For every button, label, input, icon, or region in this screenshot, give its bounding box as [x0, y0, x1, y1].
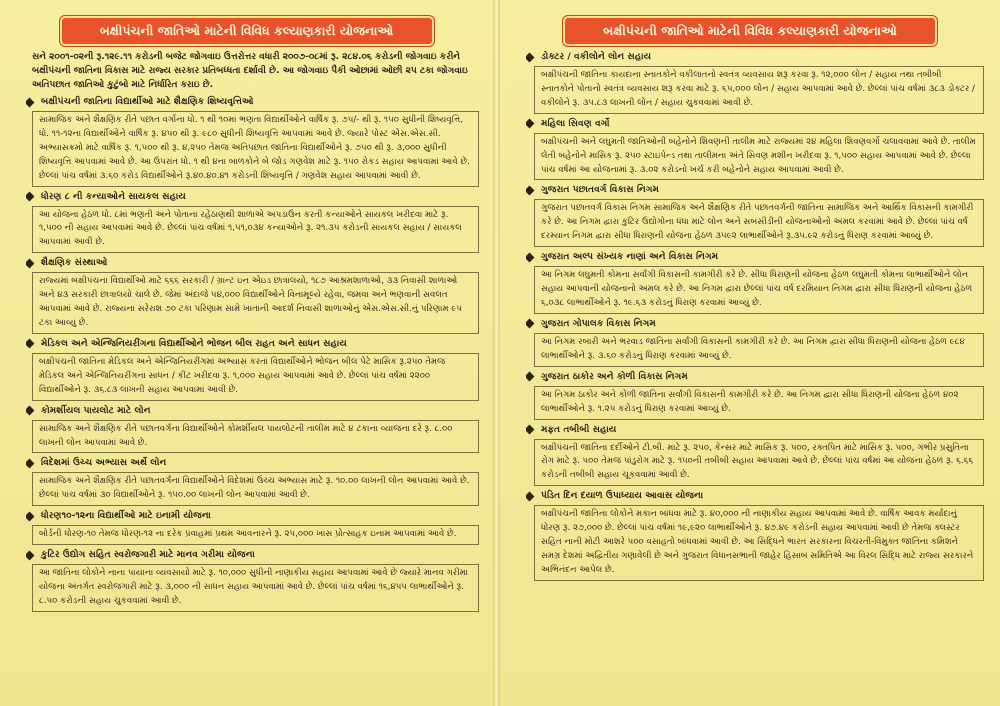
- section-title: ધોરણ ૮ ની કન્યાઓને સાયકલ સહાય: [41, 190, 186, 202]
- diamond-bullet-icon: [526, 252, 534, 262]
- section-body: બોર્ડની ધોરણ-૧૦ તેમજ ધોરણ-૧૨ ના દરેક પ્રવાહમાં પ્રથમ આવનારને રૂ. ૨૫,૦૦૦ ખાસ પ્રોત્સાહક ઇનામ આપવામાં આવે છે.: [32, 525, 479, 545]
- section-body: સામાજિક અને શૈક્ષણિક રીતે પછાત વર્ગોના ધો. ૧ થી ૧૦માં ભણતા વિદ્યાર્થીઓને વાર્ષિક રૂ. ૭૫/- થી રૂ. ૧૫૦ સુધીની શિષ્યવૃત્તિ, ધો. ૧૧-૧૨ના વિદ્યાર્થીઓને વાર્ષિક રૂ. ૪૫૦ થી રૂ. ૯૮૦ સુધીની શિષ્યવૃત્તિ આપવામાં આવે છે. જ્યારે પોસ્ટ એસ.એસ.સી. અભ્યાસક્રમો માટે વાર્ષિક રૂ. ૧,૫૦૦ થી રૂ. ૪,૨૫૦ તેમજ અતિપછાત જાતિના વિદ્યાર્થીઓને રૂ. ૭૫૦ થી રૂ. ૩,૦૦૦ સુધીની શિષ્યવૃત્તિ આપવામાં આવે છે. આ ઉપરાંત ધો. ૧ થી ૪ના બાળકોને બે જોડ ગણવેશ માટે રૂ. ૧૫૦ રોકડ સહાય આપવામાં આવે છે. છેલ્લાં પાંચ વર્ષમાં ૩.૬૦ કરોડ વિદ્યાર્થીઓને રૂ.૪૦.૪૦.૪૧ કરોડની શિષ્યવૃત્તિ / ગણવેશ સહાય આપવામાં આવી છે.: [32, 111, 479, 187]
- diamond-bullet-icon: [526, 491, 534, 501]
- right-banner-title: બક્ષીપંચની જાતિઓ માટેની વિવિધ કલ્યાણકારી યોજનાઓ: [565, 18, 935, 44]
- section-body: બક્ષીપંચની જાતિના દર્દીઓને ટી.બી. માટે રૂ. ૨૫૦, કેન્સર માટે માસિક રૂ. ૫૦૦, રક્તપિત માટે માસિક રૂ. ૫૦૦, ગંભીર પ્રસુતિના રોગ માટે રૂ. ૫૦૦ તેમજ પાંડુરોગ માટે રૂ. ૧૫૦ની તબીબી સહાય આપવામાં આવે છે. છેલ્લાં પાંચ વર્ષમાં આ યોજના હેઠળ રૂ. ૬.૬૬ કરોડની તબીબી સહાય ચૂકવવામાં આવી છે.: [534, 439, 984, 487]
- diamond-bullet-icon: [526, 372, 534, 382]
- section-title: ગુજરાત ગોપાલક વિકાસ નિગમ: [541, 317, 656, 329]
- section-heading: [526, 50, 988, 64]
- section-body: સામાજિક અને શૈક્ષણિક રીતે પછાતવર્ગના વિદ્યાર્થીઓને વિદેશમાં ઉચ્ચ અભ્યાસ માટે રૂ. ૧૦.૦૦ લાખની લોન આપવામાં આવે છે. છેલ્લાં પાંચ વર્ષમાં ૩૦ વિદ્યાર્થીઓને રૂ. ૧૫૦.૦૦ લાખની લોન આપવામાં આવી છે.: [32, 472, 479, 506]
- section-title: મફત તબીબી સહાય: [541, 423, 617, 435]
- section-title: ડોક્ટર / વકીલોને લોન સહાય: [541, 51, 652, 62]
- section-heading: [526, 423, 988, 437]
- section-heading: [26, 548, 481, 562]
- right-page: [500, 0, 1000, 706]
- section-title: કુટિર ઉદ્યોગ સહિત સ્વરોજગારી માટે માનવ ગરીમા યોજના: [41, 549, 255, 561]
- section-body: બક્ષીપંચની જાતિના કાયદાના સ્નાતકોને વકીલાતનો સ્વતંત્ર વ્યવસાય શરૂ કરવા રૂ. ૧૨,૦૦૦ લોન / સહાય તથા તબીબી સ્નાતકોને પોતાનો સ્વતંત્ર વ્યવસાય શરૂ કરવા માટે રૂ. ૬૫,૦૦૦ લોન / સહાય આપવામાં આવે છે. છેલ્લાં પાંચ વર્ષમાં ૩૮૩ ડોક્ટર / વકીલોને રૂ. ૩૫.૮૩ લાખની લોન / સહાય ચુકવવામાં આવી છે.: [534, 66, 984, 114]
- section-heading: [26, 190, 481, 204]
- section-heading: [26, 337, 481, 351]
- section-body: બક્ષીપંચની અને લઘુમતી જાતિઓની બહેનોને શિવણની તાલીમ માટે રાજ્યમાં ૨૪ મહિલા શિવણવર્ગો ચલાવવામાં આવે છે. તાલીમ લેતી બહેનોને માસિક રૂ. ૨૫૦ સ્ટાઇપેન્ડ તથા તાલીમના અંતે સિવણ મશીન ખરીદવા રૂ. ૧,૫૦૦ સહાય આપવામાં આવે છે. છેલ્લા પાંચ વર્ષમાં આ યોજનામાં રૂ. ૩.૦૨ કરોડનો ખર્ચ કરી બહેનોને સહાય આપવામાં આવી છે.: [534, 133, 984, 181]
- diamond-bullet-icon: [26, 458, 34, 468]
- section-body: સામાજિક અને શૈક્ષણિક રીતે પછાતવર્ગના વિદ્યાર્થીઓને કોમર્શીયલ પાયલોટની તાલીમ માટે ૪ ટકાના વ્યાજના દરે રૂ. ૮.૦૦ લાખની લોન આપવામાં આવે છે.: [32, 420, 479, 454]
- diamond-bullet-icon: [26, 339, 34, 349]
- section-body: રાજ્યમાં બક્ષીપંચના વિદ્યાર્થીઓ માટે ૬૬૬ સરકારી / ગ્રાન્ટ ઇન એઇડ છાત્રાલયો, ૧૮૭ આશ્રમશાળાઓ, ૩૩ નિવાસી શાળાઓ અને ૪૩ સરકારી છાત્રાલયો ચાલે છે. જેમાં અંદાજે ૫૪,૦૦૦ વિદ્યાર્થીઓને વિનામૂલ્યે રહેવા, જમવા અને ભણવાની સવલત આપવામાં આવે છે. રાજ્યના સરેરાશ ૭૦ ટકા પરિણામ સામે ખાતાની આદર્શ નિવાસી શાળાઓનું એસ.એસ.સી.નું પરિણામ ૯૫ ટકા આવ્યું છે.: [32, 272, 479, 334]
- diamond-bullet-icon: [526, 185, 534, 195]
- section-title: ગુજરાત ઠાકોર અને કોળી વિકાસ નિગમ: [541, 370, 688, 382]
- diamond-bullet-icon: [526, 319, 534, 329]
- intro-paragraph: સને ૨૦૦૧-૦૨ની રૂ.૧૨૯.૧૧ કરોડની બજેટ જોગવાઇ ઉત્તરોત્તર વધારી ૨૦૦૭-૦૮માં રૂ. ૨૮૪.૦૬ કરોડની જોગવાઇ કરીને બક્ષીપંચની જાતિના વિકાસ માટે રાજ્ય સરકાર પ્રતિબધ્ધતા દર્શાવી છે. આ જોગવાઇ પૈકી ઓછામાં ઓછી ૨૫ ટકા જોગવાઇ અતિપછાત જાતિઓ કુટુંબો માટે નિર્ધારિત કરાઇ છે.: [32, 52, 468, 90]
- diamond-bullet-icon: [26, 258, 34, 268]
- diamond-bullet-icon: [26, 192, 34, 202]
- section-heading: [526, 370, 988, 384]
- diamond-bullet-icon: [26, 550, 34, 560]
- section-heading: [526, 489, 988, 503]
- section-title: પંડિત દિન દયાળ ઉપાધ્યાય આવાસ યોજના: [541, 490, 704, 502]
- section-title: કોમર્શીયલ પાયલોટ માટે લોન: [41, 404, 151, 416]
- section-body: આ જાતિના લોકોને નાના પાયાના વ્યવસાયો માટે રૂ. ૧૦,૦૦૦ સુધીની નાણાકીય સહાય આપવામાં આવે છે જ્યારે માનવ ગરીમા યોજના અંતર્ગત સ્વરોજગારી માટે રૂ. ૩,૦૦૦ ની સાધન સહાય આપવામાં આવે છે. છેલ્લાં પાંચ વર્ષમાં ૧૬,૪૫૫ લાભાર્થીઓને રૂ. ૮.૫૦ કરોડની સહાય ચુકવવામાં આવી છે.: [32, 564, 479, 612]
- left-page: [0, 0, 493, 706]
- section-body: આ નિગમ ઠાકોર અને કોળી જાતિના સર્વાંગી વિકાસની કામગીરી કરે છે. આ નિગમ દ્વારા સીધા ધિરાણની યોજના હેઠળ ૪૦૨ લાભાર્થીઓને રૂ. ૧.૨૫ કરોડનું ધિરાણ કરવામાં આવ્યું છે.: [534, 386, 984, 420]
- section-title: ગુજરાત અલ્પ સંખ્યક નાણાં અને વિકાસ નિગમ: [541, 251, 719, 263]
- section-body: બક્ષીપંચની જાતિના મેડિકલ અને એન્જિનિયરીંગમાં અભ્યાસ કરતાં વિદ્યાર્થીઓને ભોજન બીલ પેટે માસિક રૂ.૨૫૦ તેમજ મેડિકલ અને એન્જિનિયરીંગના સાધન / કીટ ખરીદવા રૂ. ૧,૦૦૦ સહાય આપવામાં આવે છે. છેલ્લાં પાંચ વર્ષમાં ૨૨૦૦ વિદ્યાર્થીઓને રૂ. ૩૬.૮૩ લાખની સહાય આપવામાં આવી છે.: [32, 353, 479, 401]
- section-heading: [526, 183, 988, 197]
- section-heading: [26, 95, 481, 109]
- section-heading: [26, 509, 481, 523]
- section-title: બક્ષીપંચની જાતિના વિદ્યાર્થીઓ માટે શૈક્ષણિક શિષ્યવૃત્તિઓ: [41, 96, 254, 107]
- section-heading: [26, 256, 481, 270]
- left-banner-title: બક્ષીપંચની જાતિઓ માટેની વિવિધ કલ્યાણકારી યોજનાઓ: [62, 18, 432, 44]
- section-title: ધોરણ૧૦-૧૨ના વિદ્યાર્થીઓ માટે ઇનામી યોજના: [41, 510, 211, 522]
- section-title: મહિલા સિવણ વર્ગો: [541, 117, 610, 129]
- section-body: ગુજરાત પછાતવર્ગ વિકાસ નિગમ સામાજિક અને શૈક્ષણિક રીતે પછાતવર્ગની જાતિના સામાજિક અને આર્થિક વિકાસની કામગીરી કરે છે. આ નિગમ દ્વારા કુટિર ઉદ્યોગોના ધંધા માટે લોન અને સબસીડીની યોજનાઓનો અમલ કરવામાં આવે છે. છેલ્લાં પાંચ વર્ષ દરમ્યાન નિગમ દ્વારા સીધા ધિરાણની યોજના હેઠળ ૩૫૯૨ લાભાર્થીઓને રૂ.૩૫.૯૨ કરોડનું ધિરાણ કરવામાં આવ્યું છે.: [534, 199, 984, 247]
- section-title: શૈક્ષણિક સંસ્થાઓ: [41, 257, 108, 269]
- section-body: આ નિગમ લઘુમતી કોમના સર્વાંગી વિકાસની કામગીરી કરે છે. સીધા ધિરાણની યોજના હેઠળ લઘુમતી કોમના લાભાર્થીઓને લોન સહાય આપવાની યોજનાનો અમલ કરે છે. આ નિગમ દ્વારા છેલ્લાં પાંચ વર્ષ દરમિયાન નિગમ દ્વારા સીધા ધિરાણની યોજના હેઠળ ૬,૦૩૮ લાભાર્થીઓને રૂ. ૧૯.૬૩ કરોડનું ધિરાણ કરવામાં આવ્યું છે.: [534, 266, 984, 314]
- diamond-bullet-icon: [526, 52, 534, 62]
- diamond-bullet-icon: [26, 97, 34, 107]
- section-title: વિદેશમાં ઉચ્ચ અભ્યાસ અર્થે લોન: [41, 457, 167, 469]
- section-heading: [26, 404, 481, 418]
- section-title: ગુજરાત પછાતવર્ગ વિકાસ નિગમ: [541, 184, 660, 196]
- diamond-bullet-icon: [26, 406, 34, 416]
- section-body: બક્ષીપંચની જાતિના લોકોને મકાન બાંધવા માટે રૂ. ૪૦,૦૦૦ ની નાણાકીય સહાય આપવામાં આવે છે. વાર્ષિક આવક મર્યાદાનું ધોરણ રૂ. ૨૭,૦૦૦ છે. છેલ્લાં પાંચ વર્ષમાં ૧૯,૯૨૦ લાભાર્થીઓને રૂ. ૪૭.૪૯ કરોડની સહાય આપવામાં આવી છે તેમજ ક્લસ્ટર સહિત નાની મોટી આશરે ૫૦૦ વસાહતો બાંધવામાં આવી છે. આ સિદ્ધિને ભારત સરકારના વિચરતી-વિમુક્ત જાતિના કમિશને સમગ્ર દેશમાં અદ્વિતીય ગણાવેલી છે અને ગુજરાત વિધાનસભાની જાહેર હિસાબ સમિતિએ આ વિરલ સિદ્ધિ માટે રાજ્ય સરકારને અભિનંદન આપેલ છે.: [534, 505, 984, 581]
- diamond-bullet-icon: [526, 425, 534, 435]
- diamond-bullet-icon: [26, 511, 34, 521]
- section-heading: [26, 456, 481, 470]
- section-title: મેડિકલ અને એન્જિનિયરીંગના વિદ્યાર્થીઓને ભોજન બીલ રાહત અને સાધન સહાય: [41, 337, 347, 349]
- section-body: આ નિગમ રબારી અને ભરવાડ જાતિના સર્વાંગી વિકાસની કામગીરી કરે છે. આ નિગમ દ્વારા સીધા ધિરાણની યોજના હેઠળ ૯૮૪ લાભાર્થીઓને રૂ. ૩.૬૦ કરોડનું ધિરાણ કરવામાં આવ્યું છે.: [534, 333, 984, 367]
- diamond-bullet-icon: [526, 119, 534, 129]
- page-fold-divider: [493, 0, 500, 706]
- section-heading: [526, 317, 988, 331]
- section-body: આ યોજના હેઠળ ધો. ૮માં ભણતી અને પોતાના રહેઠાણથી શાળાએ અપડાઉન કરતી કન્યાઓને સાયકલ ખરીદવા માટે રૂ. ૧,૫૦૦ ની સહાય આપવામાં આવે છે. છેલ્લાં પાંચ વર્ષમાં ૧,૫૧,૦૩૪ કન્યાઓને રૂ. ૨૧.૩૫ કરોડની સાયકલ સહાય / સાયકલ આપવામાં આવી છે.: [32, 206, 479, 254]
- section-heading: [526, 250, 988, 264]
- section-heading: [526, 117, 988, 131]
